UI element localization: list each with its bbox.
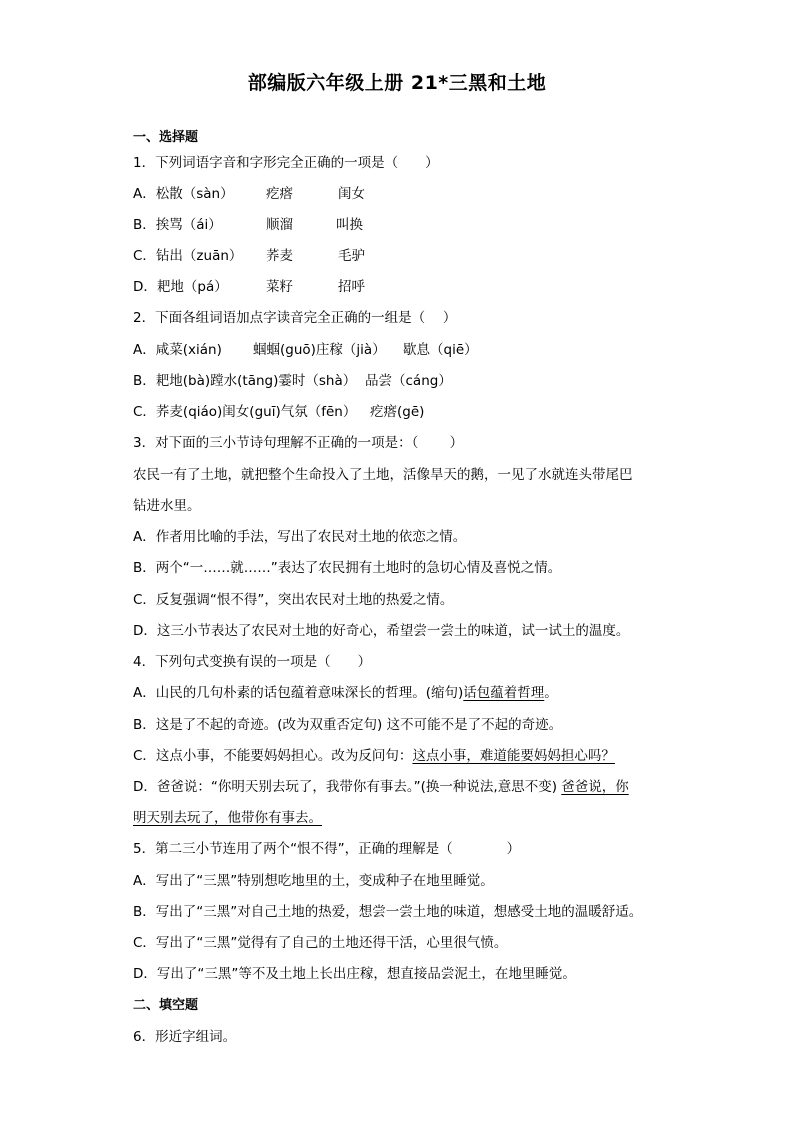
question-6-stem: 6．形近字组词。 xyxy=(133,1029,237,1045)
q1-b-word2: 叫换 xyxy=(336,217,363,233)
q3-option-b: B．两个“一……就……”表达了农民拥有土地时的急切心情及喜悦之情。 xyxy=(133,560,562,576)
q5-option-b: B．写出了“三黑”对自己土地的热爱，想尝一尝土地的味道，想感受土地的温暖舒适。 xyxy=(133,904,643,920)
q5-option-c: C．写出了“三黑”觉得有了自己的土地还得干活，心里很气愤。 xyxy=(133,935,508,951)
question-3-stem: 3．对下面的三小节诗句理解不正确的一项是：（ ） xyxy=(133,435,464,451)
q1-option-d xyxy=(133,275,365,295)
q2-a-part3: 歇息（qiē） xyxy=(403,342,478,358)
q2-c-part1: C．荞麦(qiáo)闺女(guī)气氛（fēn） xyxy=(133,404,357,420)
q3-option-c: C．反复强调“恨不得”，突出农民对土地的热爱之情。 xyxy=(133,592,454,608)
q2-c-part2: 疙瘩(gē) xyxy=(370,404,425,420)
question-1-stem: 1．下列词语字音和字形完全正确的一项是（ ） xyxy=(133,155,439,171)
q4-d-text: D．爸爸说：“你明天别去玩了，我带你有事去。”(换一种说法,意思不变) xyxy=(133,779,562,795)
q4-d-answer-1: 爸爸说，你 xyxy=(561,779,629,795)
q3-option-d: D．这三小节表达了农民对土地的好奇心，希望尝一尝土的味道，试一试土的温度。 xyxy=(133,623,630,639)
q1-c-word2: 毛驴 xyxy=(338,248,365,264)
q2-a-part2: 蝈蝈(guō)庄稼（jià） xyxy=(253,342,386,358)
q1-b-word1: 顺溜 xyxy=(266,217,293,233)
q1-option-a xyxy=(133,182,365,202)
q4-option-c xyxy=(133,744,615,764)
section-heading-choice: 一、选择题 xyxy=(133,130,199,145)
q1-d-word1: 菜籽 xyxy=(266,279,293,295)
q4-option-a xyxy=(133,681,558,701)
q2-b-part2: 品尝（cáng） xyxy=(365,373,452,389)
q1-d-word2: 招呼 xyxy=(338,279,365,295)
q1-c-word1: 荞麦 xyxy=(266,248,293,264)
question-4-stem: 4．下列句式变换有误的一项是（ ） xyxy=(133,654,372,670)
section-heading-fill: 二、填空题 xyxy=(133,998,199,1013)
q1-option-c xyxy=(133,244,365,264)
q2-option-b xyxy=(133,369,452,389)
q4-a-answer: 话包蕴着哲理 xyxy=(463,685,545,701)
q5-option-d: D．写出了“三黑”等不及土地上长出庄稼，想直接品尝泥土，在地里睡觉。 xyxy=(133,966,576,982)
document-title: 部编版六年级上册 21*三黑和土地 xyxy=(247,72,547,94)
q1-d-label: D．耙地（pá） xyxy=(133,279,228,295)
q1-a-word2: 闺女 xyxy=(338,186,365,202)
question-2-stem: 2．下面各组词语加点字读音完全正确的一组是（ ） xyxy=(133,310,457,326)
q2-option-c xyxy=(133,400,424,420)
q1-c-label: C．钻出（zuān） xyxy=(133,248,243,264)
q3-poem-line-2: 钻进水里。 xyxy=(133,498,201,514)
question-5-stem: 5．第二三小节连用了两个“恨不得”，正确的理解是（ ） xyxy=(133,841,521,857)
q3-option-a: A．作者用比喻的手法，写出了农民对土地的依恋之情。 xyxy=(133,529,467,545)
q2-b-part1: B．耙地(bà)蹚水(tāng)霎时（shà） xyxy=(133,373,357,389)
q4-c-text: C．这点小事，不能要妈妈担心。改为反问句： xyxy=(133,748,413,764)
q3-poem-line-1: 农民一有了土地，就把整个生命投入了土地，活像旱天的鹅，一见了水就连头带尾巴 xyxy=(133,467,633,483)
q2-option-a xyxy=(133,338,478,358)
q1-a-label: A．松散（sàn） xyxy=(133,186,234,202)
q4-a-text: A．山民的几句朴素的话包蕴着意味深长的哲理。(缩句) xyxy=(133,685,464,701)
q1-option-b xyxy=(133,213,363,233)
q4-option-d-cont xyxy=(133,806,322,826)
q1-b-label: B．挨骂（ái） xyxy=(133,217,222,233)
q1-a-word1: 疙瘩 xyxy=(266,186,293,202)
q4-d-answer-2: 明天别去玩了，他带你有事去。 xyxy=(133,810,322,826)
q2-a-part1: A．咸菜(xián) xyxy=(133,342,222,358)
q4-a-end: 。 xyxy=(544,685,558,701)
q5-option-a: A．写出了“三黑”特别想吃地里的土，变成种子在地里睡觉。 xyxy=(133,873,494,889)
q4-option-b: B．这是了不起的奇迹。(改为双重否定句) 这不可能不是了不起的奇迹。 xyxy=(133,717,563,733)
q4-c-answer: 这点小事，难道能要妈妈担心吗？ xyxy=(412,748,615,764)
q4-option-d xyxy=(133,775,629,795)
